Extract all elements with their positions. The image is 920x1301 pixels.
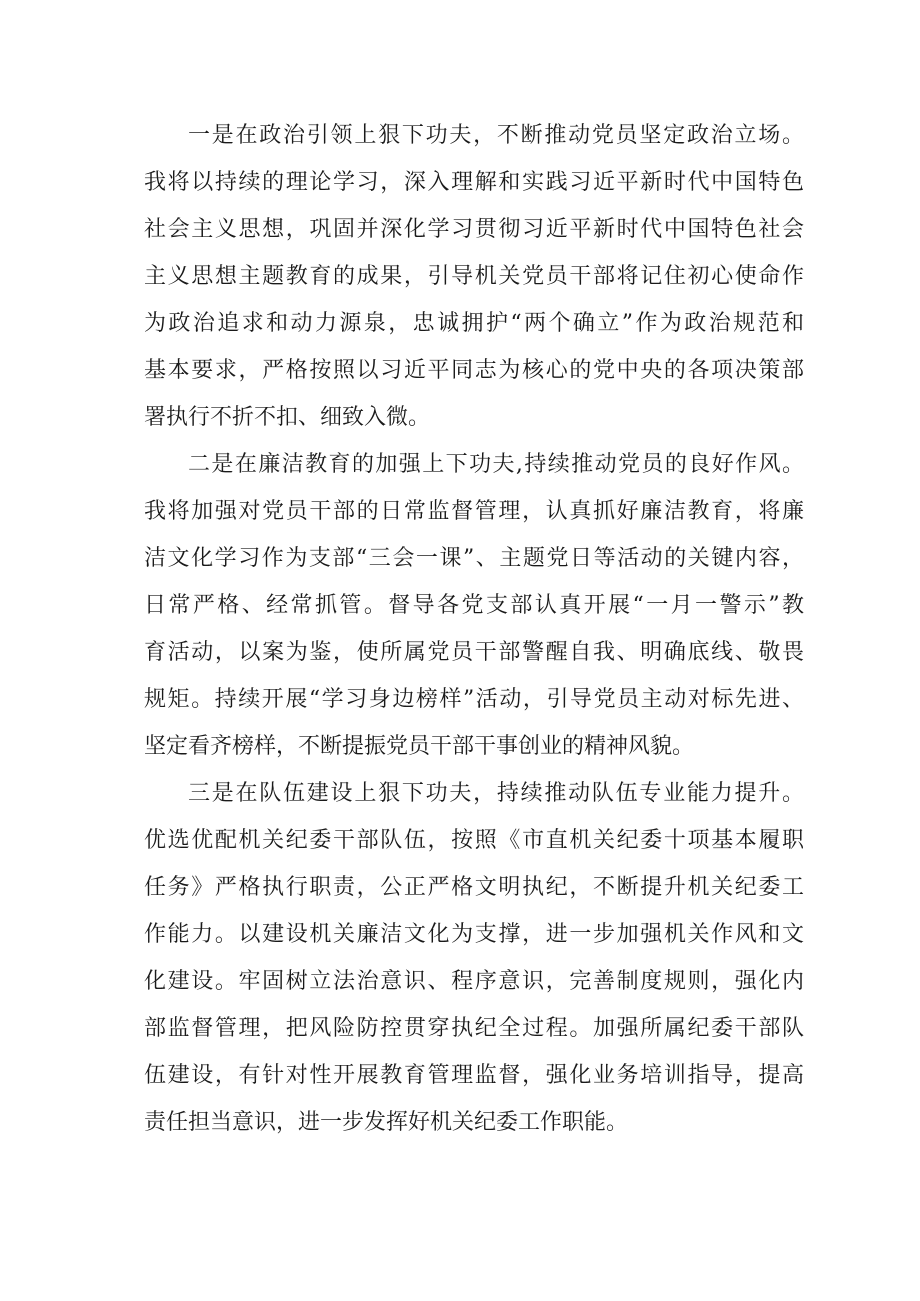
paragraph-line: 主义思想主题教育的成果，引导机关党员干部将记住初心使命作 [144, 264, 804, 289]
paragraph-line: 伍建设，有针对性开展教育管理监督，强化业务培训指导，提高 [144, 1063, 804, 1088]
paragraph-line: 坚定看齐榜样，不断提振党员干部干事创业的精神风貌。 [144, 734, 695, 759]
paragraph-line: 责任担当意识，进一步发挥好机关纪委工作职能。 [144, 1110, 629, 1135]
paragraph-2 [144, 441, 804, 770]
paragraph-line: 一是在政治引领上狠下功夫，不断推动党员坚定政治立场。 [188, 123, 804, 148]
paragraph-line: 任务》严格执行职责，公正严格文明执纪，不断提升机关纪委工 [144, 875, 804, 900]
paragraph-line: 规矩。持续开展“学习身边榜样”活动，引导党员主动对标先进、 [144, 687, 804, 712]
paragraph-line: 化建设。牢固树立法治意识、程序意识，完善制度规则，强化内 [144, 969, 804, 994]
paragraph-3 [144, 770, 804, 1146]
paragraph-line: 作能力。以建设机关廉洁文化为支撑，进一步加强机关作风和文 [144, 922, 804, 947]
paragraph-1 [144, 112, 804, 441]
paragraph-line: 我将加强对党员干部的日常监督管理，认真抓好廉洁教育，将廉 [144, 499, 804, 524]
paragraph-line: 部监督管理，把风险防控贯穿执纪全过程。加强所属纪委干部队 [144, 1016, 804, 1041]
paragraph-line: 优选优配机关纪委干部队伍，按照《市直机关纪委十项基本履职 [144, 828, 804, 853]
paragraph-line: 二是在廉洁教育的加强上下功夫,持续推动党员的良好作风。 [188, 452, 804, 477]
paragraph-line: 为政治追求和动力源泉，忠诚拥护“两个确立”作为政治规范和 [144, 311, 804, 336]
paragraph-line: 基本要求，严格按照以习近平同志为核心的党中央的各项决策部 [144, 358, 804, 383]
paragraph-line: 三是在队伍建设上狠下功夫，持续推动队伍专业能力提升。 [188, 781, 804, 806]
paragraph-line: 日常严格、经常抓管。督导各党支部认真开展“一月一警示”教 [144, 593, 804, 618]
paragraph-line: 署执行不折不扣、细致入微。 [144, 405, 431, 430]
document-body [144, 112, 804, 1146]
paragraph-line: 洁文化学习作为支部“三会一课”、主题党日等活动的关键内容， [144, 546, 804, 571]
paragraph-line: 我将以持续的理论学习，深入理解和实践习近平新时代中国特色 [144, 170, 804, 195]
paragraph-line: 社会主义思想，巩固并深化学习贯彻习近平新时代中国特色社会 [144, 217, 804, 242]
paragraph-line: 育活动，以案为鉴，使所属党员干部警醒自我、明确底线、敬畏 [144, 640, 804, 665]
